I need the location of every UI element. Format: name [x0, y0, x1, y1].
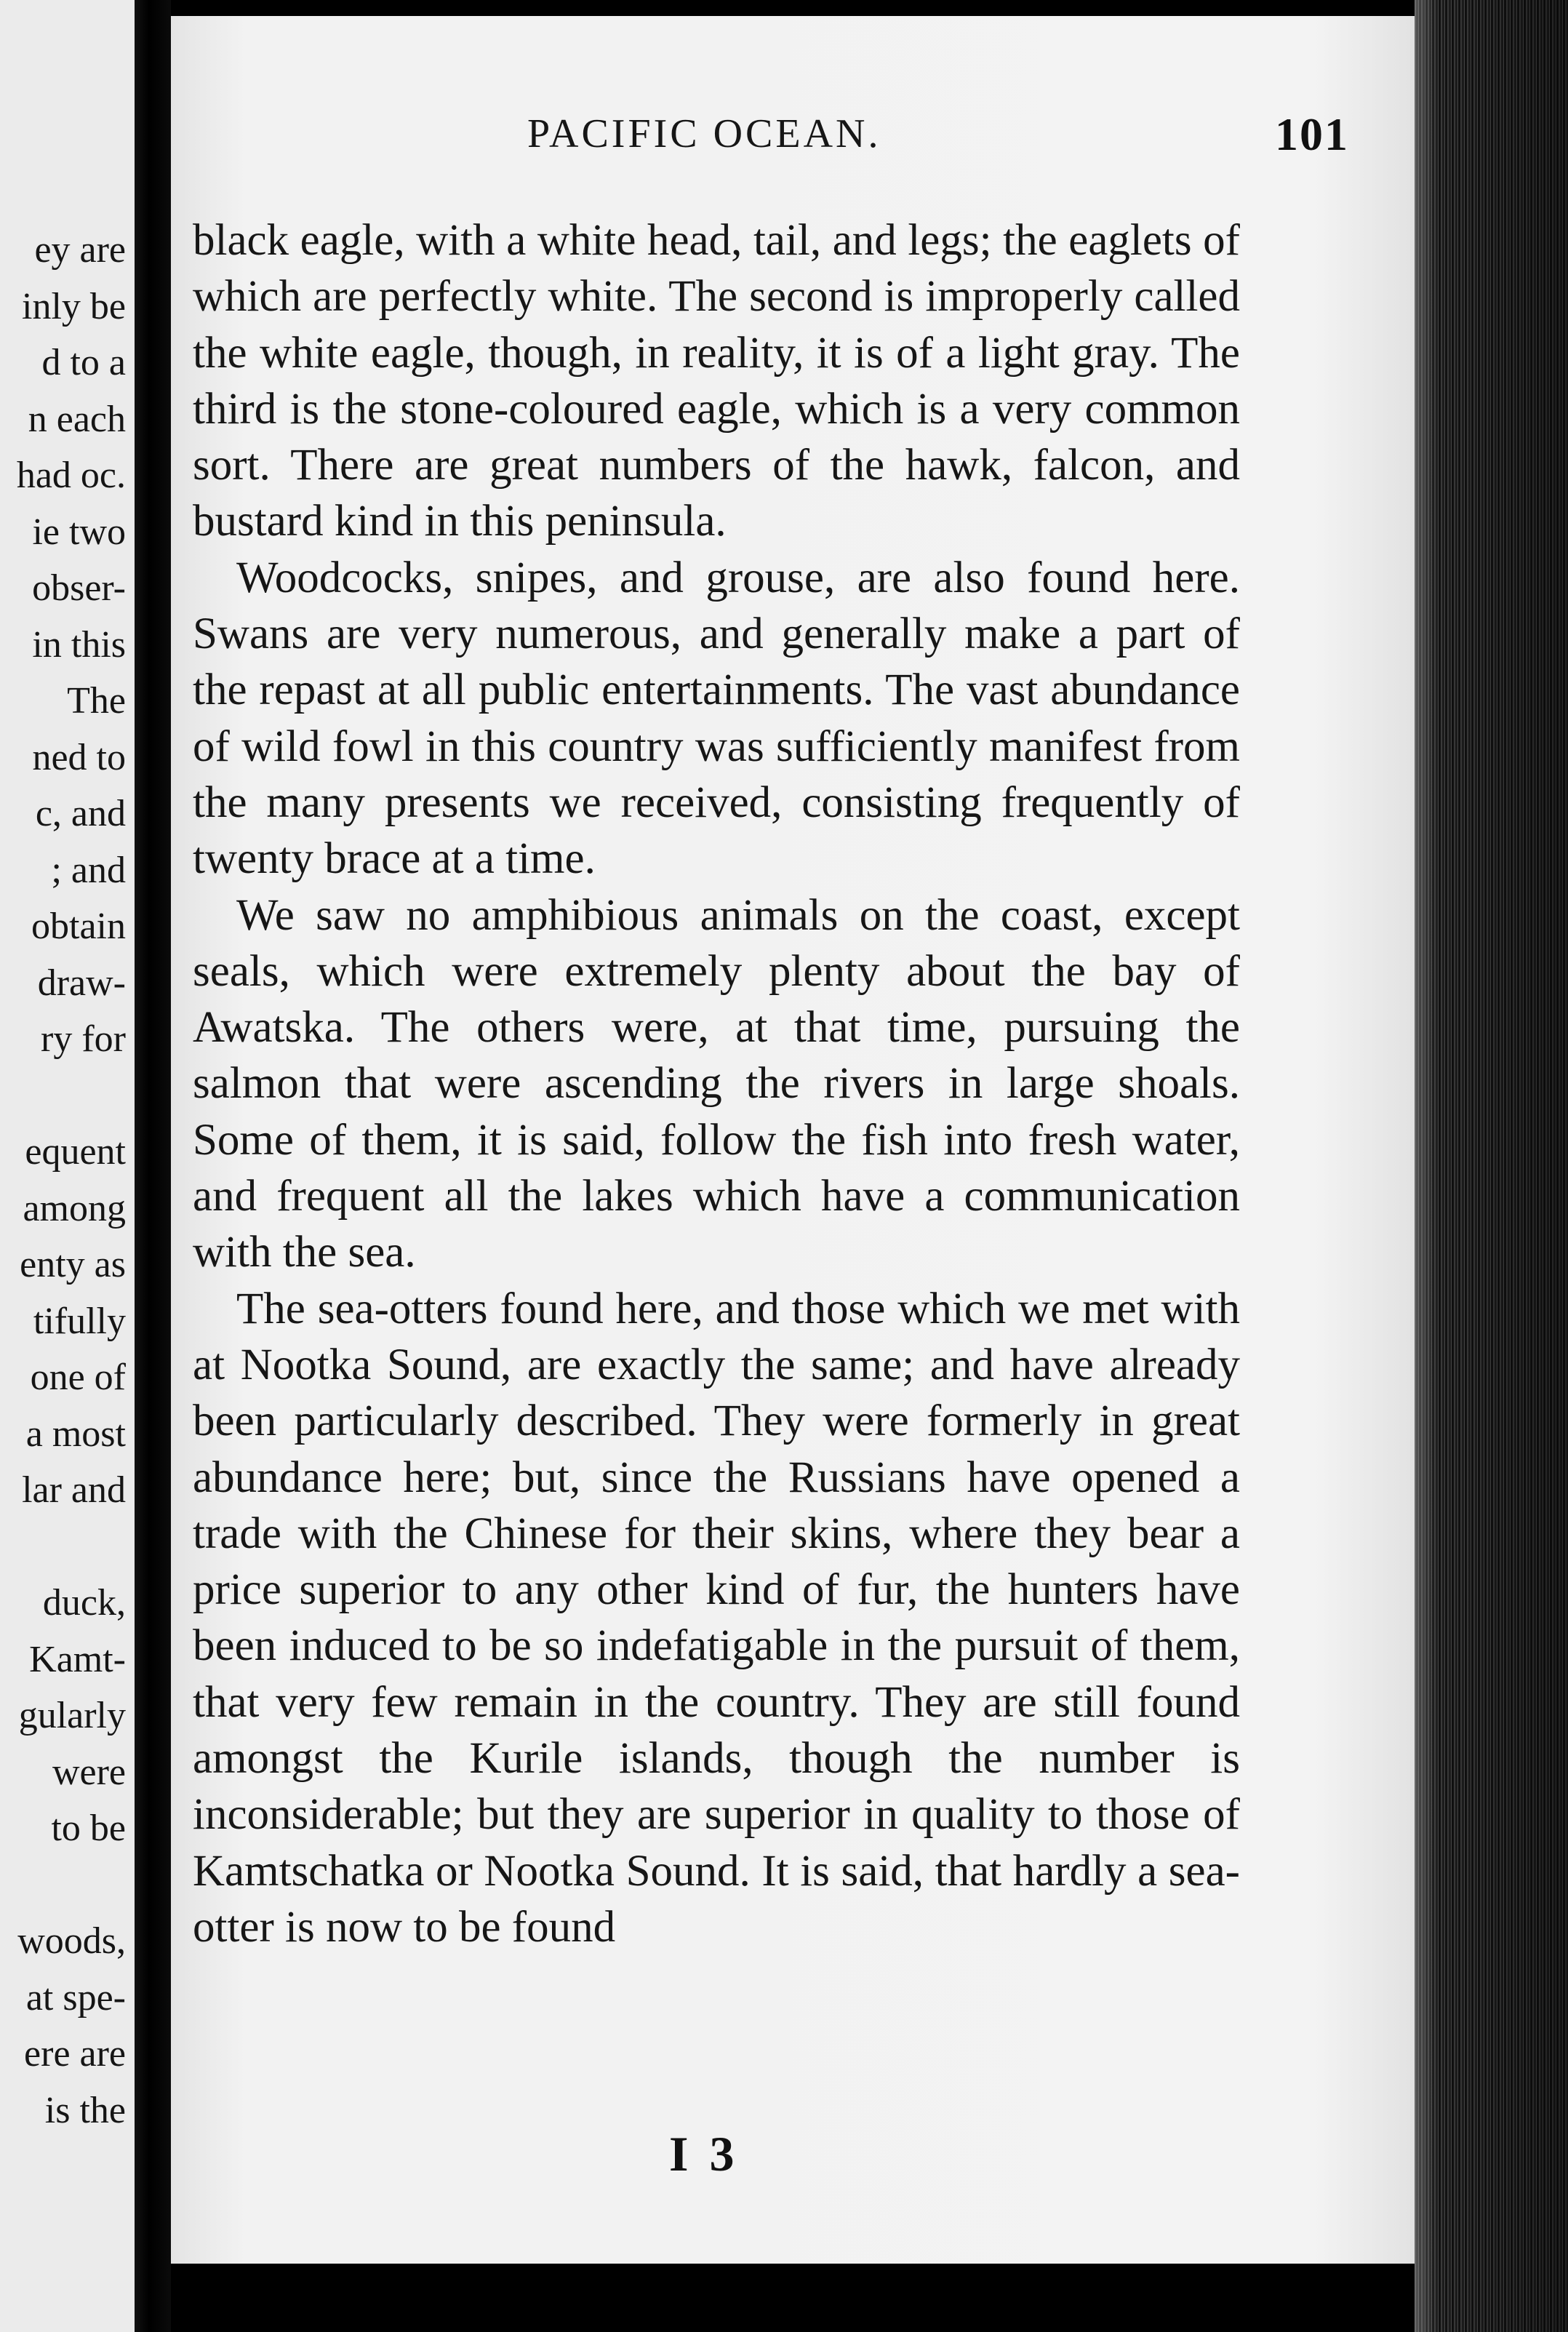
- paragraph: black eagle, with a white head, tail, and legs; the eaglets of which are perfectly white. The second is improperly called the white eagle, though, in reality, it is of a light gray. The third is the stone-coloured eagle, which is a very common sort. There are great numbers of the hawk, falcon, and bustard kind in this peninsula.: [193, 216, 1240, 546]
- running-head: [171, 108, 1415, 169]
- facing-page-line: is the: [44, 2089, 126, 2131]
- body-text: [193, 212, 1240, 1955]
- facing-page-line: were: [52, 1751, 126, 1793]
- facing-page-line: n each: [28, 398, 126, 440]
- facing-page-line: [17, 1068, 126, 1125]
- page-edges-stack: [1415, 0, 1568, 2332]
- facing-page-line: had oc.: [16, 455, 126, 496]
- facing-page-line: [17, 1519, 126, 1576]
- facing-page-line: enty as: [20, 1244, 126, 1285]
- facing-page-line: obser-: [32, 567, 126, 609]
- facing-page-line: ie two: [32, 511, 126, 553]
- page-title: PACIFIC OCEAN.: [527, 111, 881, 156]
- facing-page-line: Kamt-: [29, 1638, 126, 1680]
- facing-page-line: draw-: [37, 962, 126, 1004]
- facing-page-line: ry for: [41, 1018, 126, 1060]
- facing-page-line: ey are: [34, 229, 126, 271]
- facing-page-fragment: [0, 0, 135, 2332]
- book-page: [171, 16, 1415, 2264]
- facing-page-line: c, and: [35, 793, 126, 834]
- facing-page-line: inly be: [22, 285, 126, 327]
- book-gutter: [135, 0, 171, 2332]
- paragraph: The sea-otters found here, and those which we met with at Nootka Sound, are exactly the same; and have already been particularly described. They were formerly in great abundance here; but, since the Russians have opened a trade with the Chinese for their skins, where they bear a price superior to any other kind of fur, the hunters have been induced to be so indefatigable in the pursuit of them, that very few remain in the country. They are still found amongst the Kurile islands, though the number is inconsiderable; but they are superior in quality to those of Kamtschatka or Nootka Sound. It is said, that hardly a sea-otter is now to be found: [193, 1284, 1240, 1952]
- facing-page-line: equent: [25, 1131, 126, 1173]
- facing-page-line: The: [67, 680, 126, 722]
- facing-page-line: woods,: [17, 1920, 126, 1962]
- paragraph: We saw no amphibious animals on the coast, except seals, which were extremely plenty about the bay of Awatska. The others were, at that time, pursuing the salmon that were ascending the rivers in large shoals. Some of them, it is said, follow the fish into fresh water, and frequent all the lakes which have a communication with the sea.: [193, 890, 1240, 1277]
- facing-page-line: at spe-: [25, 1976, 126, 2018]
- facing-page-line-ends: [17, 222, 126, 2139]
- facing-page-line: to be: [51, 1808, 126, 1849]
- facing-page-line: among: [23, 1187, 126, 1229]
- facing-page-line: [17, 1857, 126, 1914]
- facing-page-line: duck,: [42, 1582, 126, 1624]
- facing-page-line: d to a: [41, 342, 126, 383]
- page-edges-shade: [1415, 0, 1568, 2332]
- facing-page-line: ; and: [51, 849, 126, 891]
- facing-page-line: ned to: [32, 736, 126, 778]
- facing-page-line: lar and: [22, 1469, 126, 1511]
- facing-page-line: obtain: [31, 906, 126, 947]
- signature-mark: I 3: [669, 2126, 739, 2181]
- facing-page-line: ere are: [24, 2033, 126, 2075]
- facing-page-line: one of: [30, 1357, 126, 1398]
- facing-page-line: in this: [32, 623, 126, 666]
- facing-page-line: gularly: [18, 1695, 126, 1736]
- paragraph: Woodcocks, snipes, and grouse, are also found here. Swans are very numerous, and generally make a part of the repast at all public entertainments. The vast abundance of wild fowl in this country was sufficiently manifest from the many presents we received, consisting frequently of twenty brace at a time.: [193, 553, 1240, 884]
- facing-page-line: tifully: [33, 1300, 126, 1342]
- page-number: 101: [1275, 108, 1349, 160]
- facing-page-line: a most: [25, 1413, 126, 1455]
